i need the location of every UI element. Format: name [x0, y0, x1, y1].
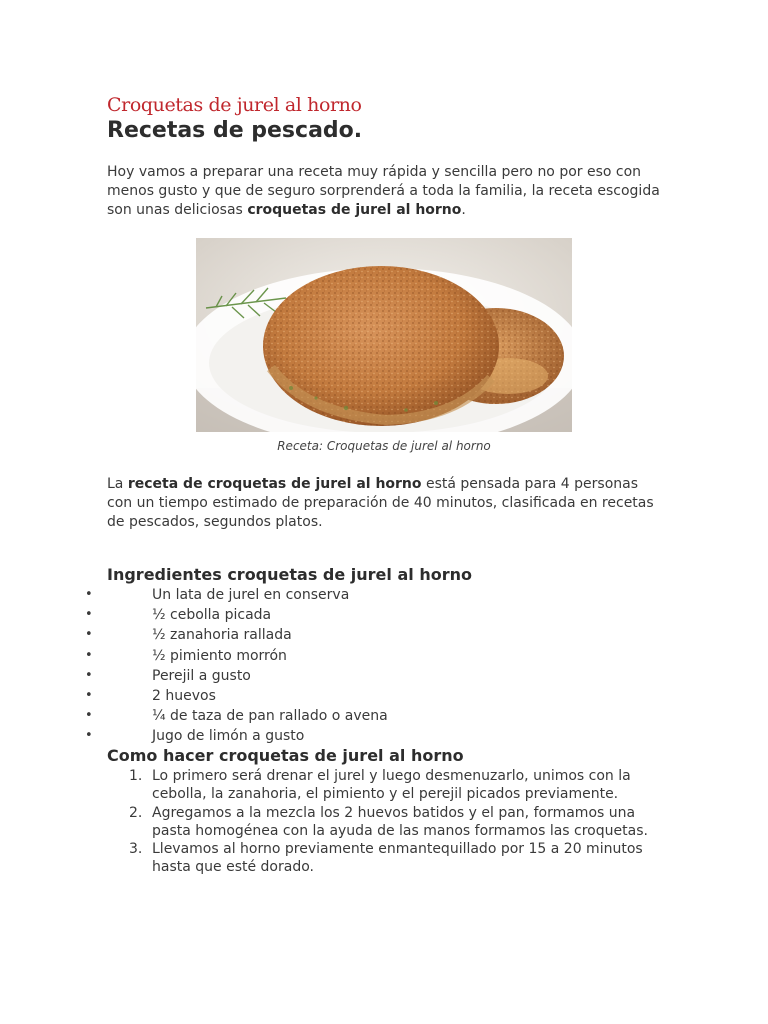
ingredients-list	[0, 586, 768, 748]
croquetas-photo	[196, 238, 572, 432]
ingredient-text: ½ zanahoria rallada	[152, 627, 292, 644]
method-heading: Como hacer croquetas de jurel al horno	[107, 746, 464, 765]
ingredient-text: ¼ de taza de pan rallado o avena	[152, 708, 388, 725]
ingredients-heading: Ingredientes croquetas de jurel al horno	[107, 565, 472, 584]
summary-start: La	[107, 476, 128, 492]
list-item	[0, 727, 768, 747]
bullet: •	[85, 708, 93, 724]
summary-bold: receta de croquetas de jurel al horno	[127, 476, 422, 492]
step-text: Lo primero será drenar el jurel y luego desmenuzarlo, unimos con la cebolla, la zanahoria, el pimiento y el perejil picados previamente.	[152, 768, 631, 803]
step-number: 2.	[129, 804, 143, 821]
summary-rest: está pensada para 4 personas con un tiempo estimado de preparación de 40 minutos, clasificada en recetas de pescados, segundos platos.	[107, 476, 654, 530]
ingredient-text: 2 huevos	[152, 687, 216, 704]
page-title: Recetas de pescado.	[107, 118, 363, 143]
intro-paragraph	[107, 163, 667, 220]
ingredient-text: ½ pimiento morrón	[152, 647, 287, 664]
list-item	[0, 667, 768, 687]
bullet: •	[85, 687, 93, 703]
bullet: •	[85, 728, 93, 744]
list-item	[0, 804, 768, 841]
recipe-kicker-title: Croquetas de jurel al horno	[107, 94, 362, 116]
bullet: •	[85, 647, 93, 663]
intro-bold: croquetas de jurel al horno	[247, 202, 462, 218]
bullet: •	[85, 667, 93, 683]
step-text: Llevamos al horno previamente enmantequillado por 15 a 20 minutos hasta que esté dorado.	[152, 841, 643, 876]
list-item	[0, 626, 768, 646]
step-number: 3.	[129, 841, 143, 858]
list-item	[0, 647, 768, 667]
ingredient-text: ½ cebolla picada	[152, 607, 272, 624]
intro-end: .	[461, 202, 466, 218]
list-item	[0, 606, 768, 626]
croquetas-illustration	[196, 238, 572, 432]
photo-caption: Receta: Croquetas de jurel al horno	[277, 439, 491, 453]
bullet: •	[85, 587, 93, 602]
intro-text: Hoy vamos a preparar una receta muy rápida y sencilla pero no por eso con menos gusto y que de seguro sorprenderá a toda la familia, la receta escogida son unas deliciosas	[107, 164, 660, 218]
step-text: Agregamos a la mezcla los 2 huevos batidos y el pan, formamos una pasta homogénea con la ayuda de las manos formamos las croquetas.	[152, 804, 648, 839]
list-item	[0, 767, 768, 804]
ingredient-text: Un lata de jurel en conserva	[152, 587, 350, 603]
method-steps	[0, 767, 768, 877]
ingredient-text: Perejil a gusto	[152, 667, 251, 684]
list-item	[0, 707, 768, 727]
list-item	[0, 687, 768, 707]
bullet: •	[85, 607, 93, 623]
list-item	[0, 586, 768, 606]
summary-paragraph	[107, 475, 667, 532]
ingredient-text: Jugo de limón a gusto	[152, 728, 305, 745]
bullet: •	[85, 627, 93, 643]
step-number: 1.	[129, 768, 143, 784]
list-item	[0, 840, 768, 877]
